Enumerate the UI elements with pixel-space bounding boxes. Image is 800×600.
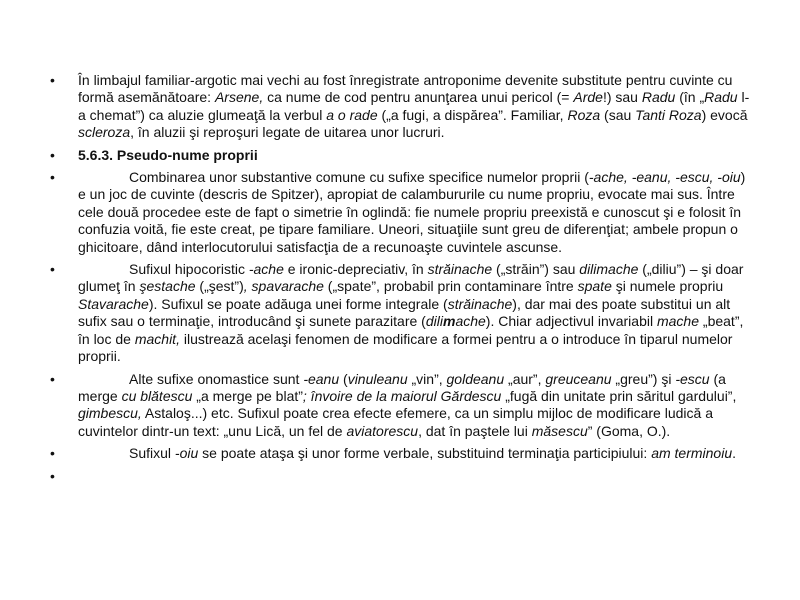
text-run: -eanu: [303, 370, 340, 387]
text-run: „greu”) şi: [611, 370, 676, 387]
bullet-list: [50, 72, 750, 484]
section-heading: [50, 147, 750, 164]
text-run: dili: [425, 313, 443, 330]
text-run: ca nume de cod pentru anunţarea unui pericol (=: [263, 89, 574, 106]
text-run: ). Chiar adjectivul invariabil: [485, 313, 657, 330]
text-run: străinache: [447, 295, 513, 312]
text-run: măsescu: [531, 422, 588, 439]
text-run: Radu: [704, 89, 738, 106]
text-run: l-a chemat”) ca aluzie glumeaţă la verbul: [78, 89, 750, 123]
text-run: -ache: [248, 261, 284, 278]
text-run: (în „: [675, 89, 705, 106]
text-run: -oiu: [174, 445, 199, 462]
text-run: ilustrează acelaşi fenomen de modificare a formei pentru a o introduce în tiparul numelor proprii.: [78, 330, 733, 365]
bullet-marker: •: [50, 261, 55, 278]
text-run: ) e un joc de cuvinte (descris de Spitzer), apropiat de calambururile cu nume propriu, evocate mai sus. Între cele două procedee este de fapt o simetrie în oglindă: fie numele propriu preexistă e cunoscut şi e folosit în confuzia voită, fie este creat, pe tipare familiare. Uneori, situaţiile sunt greu de diferenţiat; ambele propun o ghicitoare, dând interlocutorului satisfacţia de a recunoaşte cuvintele ascunse.: [78, 169, 746, 255]
text-run: În limbajul familiar-argotic mai vechi au fost înregistrate antroponime devenite substitute pentru cuvinte cu formă asemănătoare:: [78, 72, 733, 106]
text-run: Arde: [573, 89, 603, 106]
text-run: („spate”, probabil prin contaminare între: [323, 278, 578, 295]
text-run: („străin”) sau: [492, 261, 580, 278]
text-run: ). Sufixul se poate adăuga unei forme integrale (: [148, 295, 448, 312]
text-run: „fugă din unitate prin săritul gardului”,: [501, 387, 737, 404]
text-run: aviatorescu: [346, 422, 419, 439]
text-run: m: [442, 313, 456, 330]
bullet-paragraph: [50, 371, 750, 441]
text-run: .: [732, 445, 736, 462]
text-run: am terminoiu: [651, 445, 733, 462]
text-run: Combinarea unor substantive comune cu sufixe specifice numelor proprii (: [129, 169, 589, 186]
text-run: 5.6.3. Pseudo-nume proprii: [78, 146, 258, 163]
text-run: , dat în paştele lui: [418, 422, 532, 439]
text-run: -escu: [675, 370, 710, 387]
text-run: şestache: [139, 278, 196, 295]
text-run: şi numele propriu: [611, 278, 724, 295]
text-run: cu blătescu: [121, 387, 193, 404]
bullet-marker: •: [50, 169, 55, 186]
text-run: ; învoire de la maiorul Gărdescu: [302, 387, 502, 404]
text-run: ache: [455, 313, 486, 330]
bullet-paragraph: [50, 261, 750, 365]
text-run: („şest”): [195, 278, 244, 295]
text-run: Alte sufixe onomastice sunt: [129, 370, 304, 387]
text-run: greuceanu: [545, 370, 612, 387]
text-run: , în aluzii şi reproşuri legate de uitarea unor lucruri.: [130, 124, 445, 141]
text-run: dilimache: [579, 261, 639, 278]
text-run: Astaloş...) etc. Sufixul poate crea efecte efemere, ca un simplu mijloc de modificare ludică a cuvintelor dintr-un text: „unu Lică, un fel de: [78, 405, 713, 439]
text-run: goldeanu: [446, 370, 505, 387]
text-run: Tanti Roza: [635, 106, 702, 123]
text-run: ) evocă: [701, 106, 748, 123]
text-run: ), dar mai des poate substitui un alt sufix sau o terminaţie, introducând şi sunete parazitare (: [78, 295, 731, 330]
text-run: Arsene,: [214, 89, 264, 106]
text-run: -ache, -eanu, -escu, -oiu: [588, 169, 741, 186]
text-run: spate: [577, 278, 612, 295]
text-run: („diliu”) – şi doar glumeţ în: [78, 261, 744, 295]
text-run: !) sau: [602, 89, 642, 106]
text-run: ” (Goma, O.).: [587, 422, 671, 439]
bullet-paragraph: [50, 72, 750, 142]
text-run: se poate ataşa şi unor forme verbale, substituind terminaţia participiului:: [198, 445, 652, 462]
text-run: e ironic-depreciativ, în: [283, 261, 428, 278]
text-run: „beat”, în loc de: [78, 313, 744, 347]
bullet-marker: •: [50, 467, 55, 484]
text-run: („a fugi, a dispărea”. Familiar,: [377, 106, 568, 123]
text-run: machit,: [134, 330, 180, 347]
text-run: „a merge pe blat”: [192, 387, 303, 404]
text-run: Radu: [641, 89, 676, 106]
text-run: străinache: [427, 261, 493, 278]
text-run: vinuleanu: [347, 370, 408, 387]
text-run: „vin”,: [407, 370, 447, 387]
text-run: Sufixul hipocoristic: [129, 261, 249, 278]
text-run: gimbescu,: [78, 405, 142, 422]
bullet-paragraph: [50, 169, 750, 256]
text-run: Sufixul: [129, 445, 175, 462]
text-run: a o rade: [326, 106, 378, 123]
bullet-paragraph: [50, 445, 750, 462]
text-run: (sau: [600, 106, 636, 123]
bullet-marker: •: [50, 445, 55, 462]
text-run: Stavarache: [78, 295, 149, 312]
text-run: mache: [656, 313, 700, 330]
text-run: , spavarache: [243, 278, 324, 295]
bullet-marker: •: [50, 72, 55, 88]
text-run: Roza: [567, 106, 601, 123]
bullet-marker: •: [50, 146, 55, 163]
text-run: „aur”,: [504, 370, 546, 387]
text-run: scleroza: [78, 124, 131, 141]
bullet-marker: •: [50, 370, 55, 387]
text-run: (: [339, 370, 348, 387]
text-run: (a merge: [78, 370, 726, 404]
